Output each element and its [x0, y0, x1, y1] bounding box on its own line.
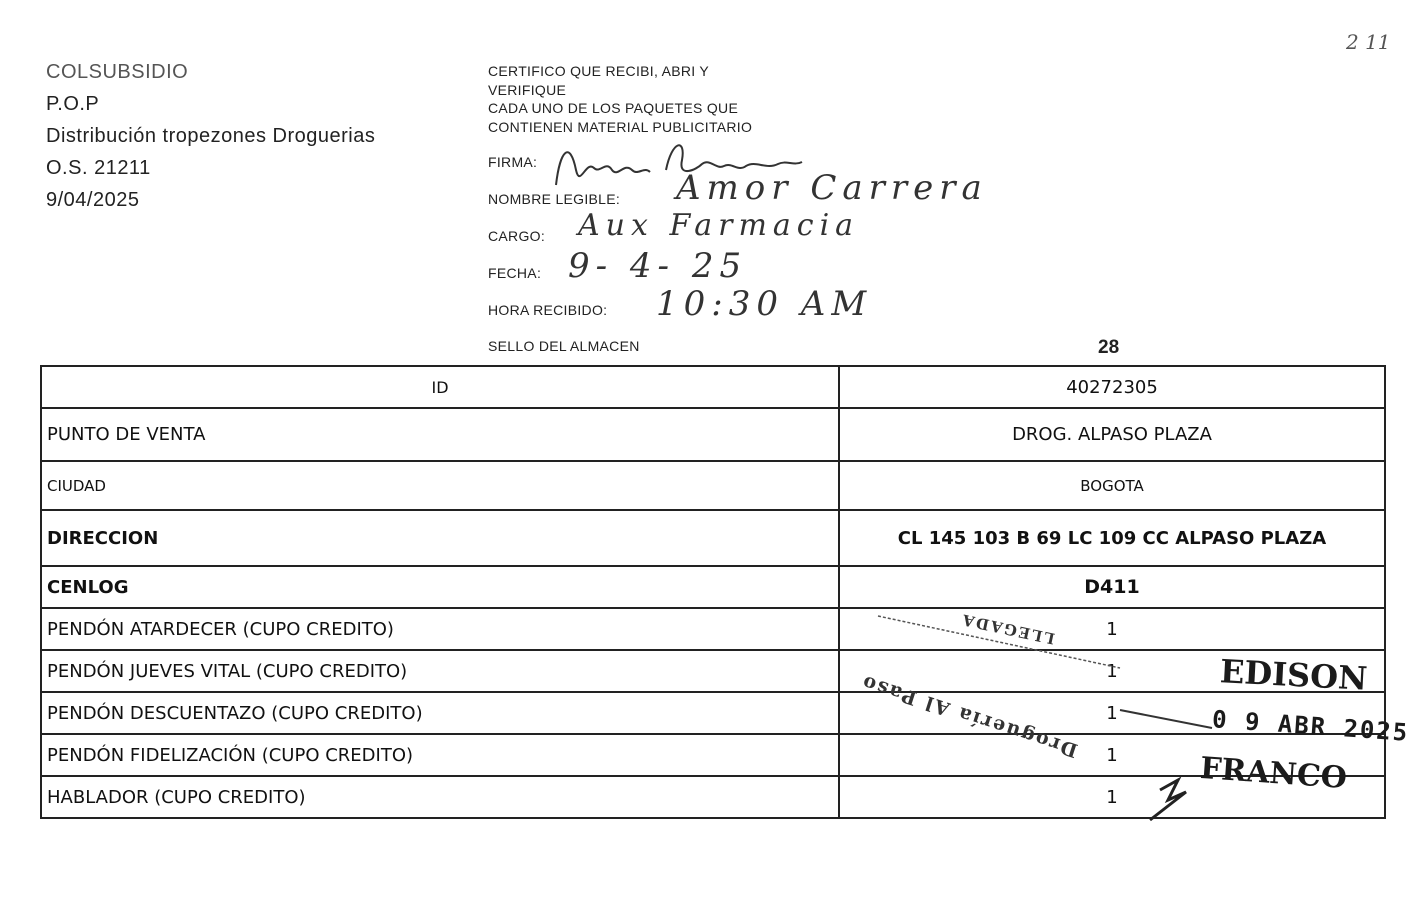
row-value: 1 — [839, 734, 1385, 776]
row-label: PUNTO DE VENTA — [41, 408, 839, 461]
row-value: 1 — [839, 650, 1385, 692]
stamp-name-2: FRANCO — [1198, 750, 1348, 797]
firma-label: FIRMA: — [488, 154, 538, 170]
row-label: PENDÓN ATARDECER (CUPO CREDITO) — [41, 608, 839, 650]
certificate-text — [488, 62, 752, 136]
order-number: O.S. 21211 — [46, 157, 151, 179]
stamp-store: Droguería Al Paso — [858, 670, 1081, 762]
row-label: ID — [41, 366, 839, 408]
row-value: CL 145 103 B 69 LC 109 CC ALPASO PLAZA — [839, 510, 1385, 566]
table-row — [41, 366, 1385, 408]
row-value: 1 — [839, 776, 1385, 818]
page-number: 2 11 — [1346, 30, 1391, 54]
row-label: PENDÓN FIDELIZACIÓN (CUPO CREDITO) — [41, 734, 839, 776]
row-value: 1 — [839, 692, 1385, 734]
table-row — [41, 510, 1385, 566]
stamp-mark: LLEGADA — [959, 610, 1057, 648]
row-label: CIUDAD — [41, 461, 839, 510]
row-value: BOGOTA — [839, 461, 1385, 510]
stamp-date: 0 9 ABR 2025 — [1211, 705, 1411, 747]
table-row — [41, 566, 1385, 608]
nombre-label: NOMBRE LEGIBLE: — [488, 191, 621, 207]
row-label: PENDÓN JUEVES VITAL (CUPO CREDITO) — [41, 650, 839, 692]
table-row — [41, 650, 1385, 692]
row-value: 1 — [839, 608, 1385, 650]
cert-line: CONTIENEN MATERIAL PUBLICITARIO — [488, 118, 753, 135]
cargo-label: CARGO: — [488, 228, 546, 244]
program-name: P.O.P — [46, 93, 100, 115]
stamp-name-1: EDISON — [1219, 652, 1369, 698]
handwritten-name: Amor Carrera — [676, 168, 988, 208]
cert-line: VERIFIQUE — [488, 81, 567, 98]
table-row — [41, 776, 1385, 818]
cert-line: CADA UNO DE LOS PAQUETES QUE — [488, 100, 739, 116]
table-row — [41, 461, 1385, 510]
cert-line: CERTIFICO QUE RECIBI, ABRI Y — [488, 63, 710, 79]
item-count: 28 — [1098, 337, 1120, 358]
table-row — [41, 734, 1385, 776]
row-value: D411 — [839, 566, 1385, 608]
handwritten-fecha: 9- 4- 25 — [568, 246, 748, 286]
table-row — [41, 408, 1385, 461]
fecha-label: FECHA: — [488, 265, 542, 281]
row-label: DIRECCION — [41, 510, 839, 566]
sello-label: SELLO DEL ALMACEN — [488, 338, 640, 354]
row-label: HABLADOR (CUPO CREDITO) — [41, 776, 839, 818]
header-date: 9/04/2025 — [46, 189, 140, 211]
row-label: PENDÓN DESCUENTAZO (CUPO CREDITO) — [41, 692, 839, 734]
org-name: COLSUBSIDIO — [46, 61, 189, 83]
handwritten-cargo: Aux Farmacia — [578, 208, 860, 243]
table-row — [41, 692, 1385, 734]
row-value: DROG. ALPASO PLAZA — [839, 408, 1385, 461]
description: Distribución tropezones Droguerias — [46, 125, 376, 147]
row-label: CENLOG — [41, 566, 839, 608]
hora-label: HORA RECIBIDO: — [488, 302, 608, 318]
row-value: 40272305 — [839, 366, 1385, 408]
handwritten-hora: 10:30 AM — [656, 284, 873, 324]
table-row — [41, 608, 1385, 650]
document-header — [46, 56, 375, 216]
delivery-table — [40, 365, 1386, 819]
